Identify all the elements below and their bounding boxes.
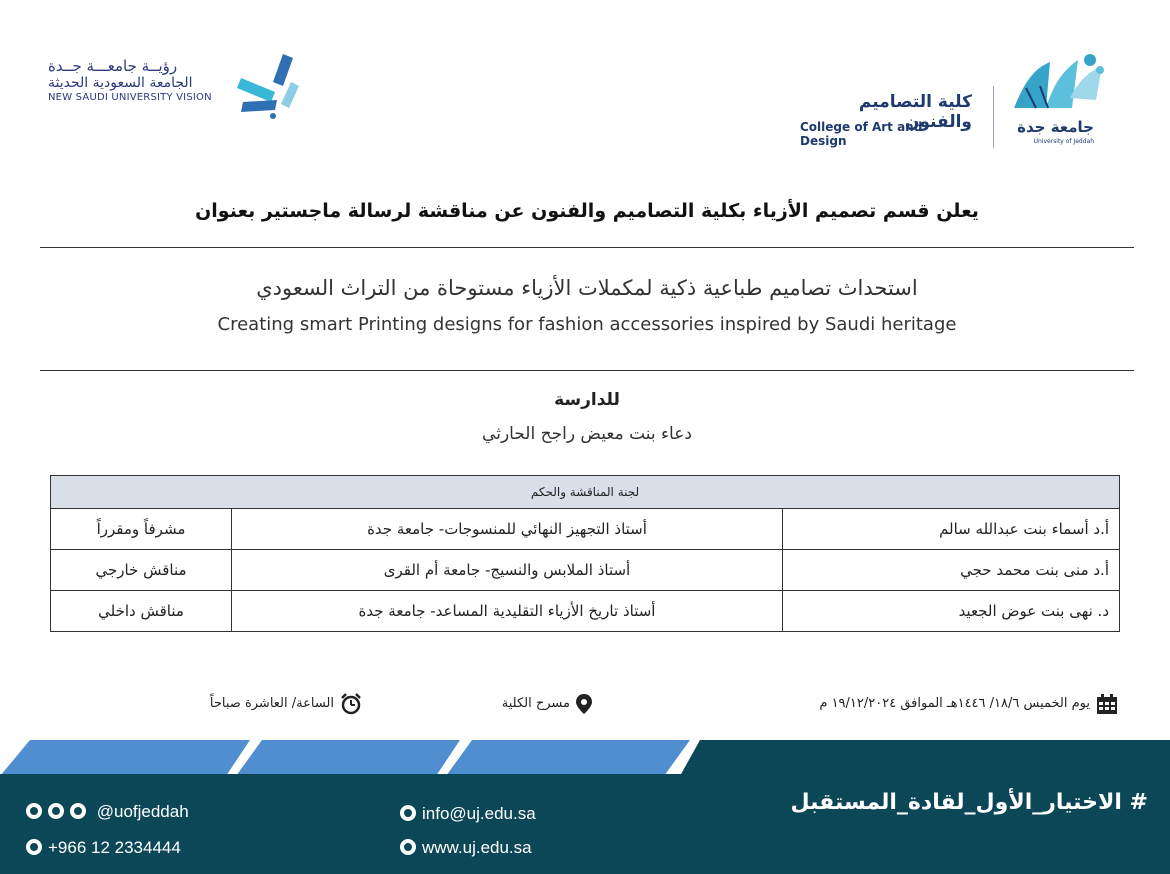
table-row bbox=[51, 591, 1120, 632]
student-label: للدارسة bbox=[554, 390, 620, 410]
member-name: أ.د أسماء بنت عبدالله سالم bbox=[783, 509, 1120, 550]
event-place bbox=[502, 692, 592, 716]
member-role: مناقش خارجي bbox=[51, 550, 232, 591]
event-date bbox=[819, 692, 1118, 716]
university-mark-icon bbox=[1006, 48, 1106, 118]
member-title: أستاذ التجهيز النهائي للمنسوجات- جامعة جدة bbox=[232, 509, 783, 550]
committee-heading: لجنة المناقشة والحكم bbox=[51, 476, 1120, 509]
footer-email[interactable] bbox=[400, 804, 536, 824]
website-url: www.uj.edu.sa bbox=[422, 838, 532, 857]
social-handle: @uofjeddah bbox=[96, 802, 189, 821]
footer-social[interactable] bbox=[26, 802, 189, 822]
university-name-ar: جامعة جدة bbox=[1017, 118, 1094, 136]
email-address: info@uj.edu.sa bbox=[422, 804, 536, 823]
table-row bbox=[51, 550, 1120, 591]
footer-phone[interactable] bbox=[26, 838, 181, 858]
committee-header-row bbox=[51, 476, 1120, 509]
snapchat-icon bbox=[70, 803, 86, 819]
twitter-icon bbox=[48, 803, 64, 819]
vision-logo-line1: رؤيــة جامعـــة جــدة bbox=[48, 57, 178, 75]
member-name: أ.د منى بنت محمد حجي bbox=[783, 550, 1120, 591]
event-time-text: الساعة/ العاشرة صباحاً bbox=[209, 696, 334, 711]
member-role: مشرفاً ومقرراً bbox=[51, 509, 232, 550]
vision-mark-icon bbox=[233, 52, 303, 120]
location-pin-icon bbox=[576, 694, 592, 714]
college-name-ar: كلية التصاميم والفنون bbox=[858, 92, 972, 132]
footer bbox=[0, 736, 1170, 874]
calendar-icon bbox=[1096, 693, 1118, 715]
member-title: أستاذ الملابس والنسيج- جامعة أم القرى bbox=[232, 550, 783, 591]
university-name-en: University of Jeddah bbox=[1033, 138, 1094, 145]
instagram-icon bbox=[26, 803, 42, 819]
vision-logo bbox=[48, 52, 298, 122]
announcement-heading: يعلن قسم تصميم الأزياء بكلية التصاميم والفنون عن مناقشة لرسالة ماجستير بعنوان bbox=[195, 200, 979, 222]
vision-logo-text bbox=[48, 58, 238, 105]
college-name-en: College of Art and Design bbox=[800, 120, 923, 148]
member-title: أستاذ تاريخ الأزياء التقليدية المساعد- جامعة جدة bbox=[232, 591, 783, 632]
globe-icon bbox=[400, 839, 416, 855]
thesis-title-ar: استحداث تصاميم طباعية ذكية لمكملات الأزياء مستوحاة من التراث السعودي bbox=[256, 276, 918, 300]
email-icon bbox=[400, 805, 416, 821]
committee-table bbox=[50, 475, 1120, 632]
phone-icon bbox=[26, 839, 42, 855]
divider-line bbox=[40, 370, 1134, 371]
logo-divider bbox=[993, 86, 994, 148]
member-name: د. نهى بنت عوض الجعيد bbox=[783, 591, 1120, 632]
vision-logo-line3: NEW SAUDI UNIVERSITY VISION bbox=[48, 92, 212, 103]
vision-logo-line2: الجامعة السعودية الحديثة bbox=[48, 75, 193, 91]
table-row bbox=[51, 509, 1120, 550]
student-name: دعاء بنت معيض راجح الحارثي bbox=[482, 424, 692, 444]
event-time bbox=[210, 692, 362, 716]
university-logo bbox=[800, 46, 1140, 146]
member-role: مناقش داخلي bbox=[51, 591, 232, 632]
event-date-text: يوم الخميس ١٨/٦/ ١٤٤٦هـ الموافق ١٩/١٢/٢٠٢٤ م bbox=[819, 696, 1090, 711]
thesis-title-en: Creating smart Printing designs for fashion accessories inspired by Saudi heritage bbox=[217, 314, 957, 335]
divider-line bbox=[40, 247, 1134, 248]
event-place-text: مسرح الكلية bbox=[501, 696, 570, 711]
phone-number: +966 12 2334444 bbox=[48, 838, 181, 857]
footer-decor-band bbox=[0, 736, 1170, 776]
footer-hashtag: # الاختيار_الأول_لقادة_المستقبل bbox=[790, 790, 1148, 815]
footer-website[interactable] bbox=[400, 838, 532, 858]
alarm-clock-icon bbox=[340, 693, 362, 715]
